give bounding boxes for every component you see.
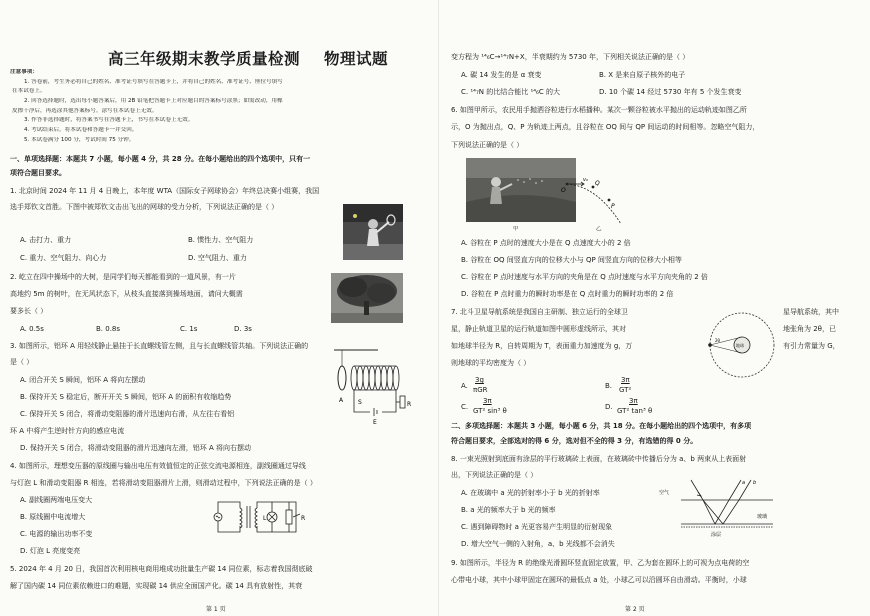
question-1-option: D. 空气阻力、重力 [188,254,247,262]
question-8-option: D. 增大空气一侧的入射角，a、b 光线都不会消失 [461,540,615,548]
question-8-text: 出，下列说法正确的是（ ） [451,471,538,479]
fraction-denominator: πGR [473,386,488,394]
projectile-trajectory-diagram [559,172,639,226]
transformer-circuit-diagram [210,494,310,540]
section-heading-multiple-choice: 二、多项选择题：本题共 3 小题，每小题 6 分，共 18 分。在每小题给出的四个选项中，有多项 [451,422,752,430]
question-7-option-label: B. [605,382,613,390]
question-6-option: B. 谷粒在 OQ 间竖直方向的位移大小与 QP 间竖直方向的位移大小相等 [461,256,682,264]
question-4-text: 与灯泡 L 和滑动变阻器 R 相连，若将滑动变阻器滑片上滑，则滑动过程中，下列说法正确的是（ ） [10,479,317,487]
question-2-text: 高地约 5m 的树叶，在无风状态下，从枝头直接落到操场地面，请问大概需 [10,290,243,298]
question-2-option: D. 3s [234,325,252,333]
question-5-option: D. 10 个碳 14 经过 5730 年有 5 个发生衰变 [599,88,742,96]
fraction-numerator: 3π [621,376,630,384]
question-7-option-label: A. [461,382,468,390]
label-glass: 玻璃 [757,514,768,520]
question-9-text: 心带电小球，其中小球甲固定在圆环的最低点 a 处，小球乙可以沿圆环自由滑动。平衡时，小球 [451,576,747,584]
label-earth: 地球 [736,343,744,348]
question-6-text: 6. 如图甲所示，农民用手抛洒谷粒进行水稻播种。某次一颗谷粒被水平抛出的运动轨迹如图乙所 [451,106,747,114]
question-4-text: 4. 如图所示，理想变压器的原线圈与输出电压有效值恒定的正弦交流电源相连，副线圈通过导线 [10,462,306,470]
question-4-option: B. 原线圈中电流增大 [20,513,86,521]
question-7-text: 7. 北斗卫星导航系统是我国自主研制、独立运行的全球卫 [451,308,628,316]
label-v0: v₀ [583,177,588,183]
page-number: 第 2 页 [625,606,645,613]
satellite-orbit-diagram [705,308,779,382]
question-5-text: 解了国内碳 14 同位素依赖进口的难题，实现碳 14 供应全面国产化。碳 14 具有放射性，其衰 [10,582,303,590]
question-1-text: 选手郑钦文首胜。下图中被郑钦文击出飞出的网球的受力分析，下列说法正确的是（ ） [10,203,279,211]
figure-caption-a: 甲 [513,226,519,232]
figure-caption-b: 乙 [596,226,602,232]
question-5-option: B. X 是来自原子核外的电子 [599,71,686,79]
exam-title: 高三年级期末教学质量检测 物理试题 [108,49,389,68]
fraction-denominator: GT² tan³ θ [617,407,653,415]
notice-line: 5. 本试卷满分 100 分，考试时间 75 分钟。 [24,137,135,143]
question-7-text: 地张角为 2θ，已 [783,325,836,333]
notice-line: 在本试卷上。 [12,88,46,94]
question-6-option: A. 谷粒在 P 点时的速度大小是在 Q 点速度大小的 2 倍 [461,239,631,247]
question-7-text: 星，静止轨道卫星的运行轨道如图中圆形虚线所示，其对 [451,325,626,333]
page-2 [438,0,870,616]
label-E: E [373,419,377,426]
question-2-text: 要多长（ ） [10,307,48,315]
question-4-option: A. 副线圈两端电压变大 [20,496,93,504]
label-a: a [742,480,746,486]
question-3-option: D. 保持开关 S 闭合，将滑动变阻器的滑片迅速向左滑，铝环 A 将向右摆动 [20,444,251,452]
label-angle: 2θ [715,338,720,343]
fraction-numerator: 3π [629,397,638,405]
label-air: 空气 [659,490,670,496]
page-number: 第 1 页 [206,606,226,613]
question-6-option: C. 谷粒在 P 点时速度与水平方向的夹角是在 Q 点时速度与水平方向夹角的 2 倍 [461,273,708,281]
question-5-option: A. 碳 14 发生的是 α 衰变 [461,71,542,79]
question-2-option: B. 0.8s [96,325,121,333]
glass-slab-refraction-diagram [657,474,775,540]
fraction-numerator: 3π [483,397,492,405]
solenoid-circuit-diagram [328,346,416,426]
label-R: R [407,401,412,408]
label-P: P [611,203,615,210]
label-R: R [301,515,306,522]
question-7-text: 有引力常量为 G， [783,342,840,350]
question-1-text: 1. 北京时间 2024 年 11 月 4 日晚上，本年度 WTA（国际女子网球协会）年终总决赛小组赛，我国 [10,187,320,195]
question-6-option: D. 谷粒在 P 点时重力的瞬时功率是在 Q 点时重力的瞬时功率的 2 倍 [461,290,674,298]
question-1-option: C. 重力、空气阻力、向心力 [20,254,107,262]
question-5-option: C. ¹⁴₇N 的比结合能比 ¹⁴₆C 的大 [461,88,560,96]
question-7-option-label: D. [605,403,613,411]
question-3-option: A. 闭合开关 S 瞬间，铝环 A 将向左摆动 [20,376,146,384]
fraction-denominator: GT² [619,386,632,394]
question-7-text: 星导航系统，其中 [783,308,839,316]
question-8-option: A. 在玻璃中 a 光的折射率小于 b 光的折射率 [461,489,600,497]
question-3-option: C. 保持开关 S 闭合，将滑动变阻器的滑片迅速向右滑，从左往右看铝 [20,410,235,418]
question-4-option: C. 电源的输出功率不变 [20,530,93,538]
label-Q: Q [595,180,600,187]
question-6-text: 示，O 为抛出点，Q、P 为轨迹上两点，且谷粒在 OQ 间与 QP 间运动的时间相等。忽略空气阻力， [451,123,760,131]
label-b: b [753,480,757,486]
label-L: L [263,515,267,522]
notice-line: 2. 回答选择题时，选出每小题答案后，用 2B 铅笔把答题卡上对应题目的答案标号涂黑；如需改动，用橡 [24,98,283,104]
label-A: A [339,397,344,404]
fraction-numerator: 3g [475,376,484,384]
question-2-option: C. 1s [180,325,198,333]
question-3-text: 3. 如图所示，铝环 A 用轻线静止悬挂于长直螺线管左侧，且与长直螺线管共轴。下列说法正确的 [10,342,309,350]
notice-line: 1. 答卷前，考生务必将自己的姓名、准考证号填写在答题卡上，并将自己的姓名、准考证号、座位号填写 [24,79,283,85]
fraction-denominator: GT² sin³ θ [473,407,507,415]
question-2-text: 2. 屹立在四中操场中的大树，是同学们每天都能看到的一道风景，有一片 [10,273,236,281]
label-coating: 涂层 [711,532,722,538]
question-7-option-label: C. [461,403,469,411]
question-1-option: B. 惯性力、空气阻力 [188,236,254,244]
section-heading-single-choice: 项符合题目要求。 [10,169,66,177]
question-8-text: 8. 一束光照射到底面有涂层的平行玻璃砖上表面，在玻璃砖中传播后分为 a、b 两束从上表面射 [451,455,747,463]
label-S: S [358,399,362,406]
question-9-text: 9. 如图所示，半径为 R 的绝缘光滑圆环竖直固定放置，甲、乙为套在圆环上的可视为点电荷的空 [451,559,750,567]
question-8-option: B. a 光的频率大于 b 光的频率 [461,506,556,514]
question-3-option: 环 A 中将产生逆时针方向的感应电流 [10,427,125,435]
question-3-text: 是（ ） [10,358,34,366]
question-2-option: A. 0.5s [20,325,44,333]
question-7-text: 如地球半径为 R，自转周期为 T，表面重力加速度为 g，万 [451,342,633,350]
label-O: O [561,187,566,194]
tennis-player-photo [343,204,403,260]
tree-photo [331,273,403,323]
question-5-text: 5. 2024 年 4 月 20 日，我国首次利用核电商用堆成功批量生产碳 14 同位素，标志着我国彻底破 [10,565,313,573]
question-5-text: 变方程为 ¹⁴₆C→¹⁴₇N+X，半衰期约为 5730 年，下列相关说法正确的是（ ） [451,53,690,61]
notice-heading: 注意事项： [10,69,38,75]
notice-line: 4. 考试结束后，将本试卷和答题卡一并交回。 [24,127,138,133]
question-1-option: A. 击打力、重力 [20,236,72,244]
section-heading-single-choice: 一、单项选择题：本题共 7 小题，每小题 4 分，共 28 分。在每小题给出的四个选项中，只有一 [10,155,311,163]
question-6-text: 下列说法正确的是（ ） [451,141,524,149]
question-8-option: C. 遇到障碍物时 a 光更容易产生明显的衍射现象 [461,523,613,531]
notice-line: 3. 作答非选择题时，将答案书写在答题卡上，书写在本试卷上无效。 [24,117,194,123]
notice-line: 皮擦干净后，再选涂其他答案标号。涂写在本试卷上无效。 [12,108,158,114]
section-heading-multiple-choice: 符合题目要求，全部选对的得 6 分，选对但不全的得 3 分，有选错的得 0 分。 [451,437,698,445]
question-7-text: 则地球的平均密度为（ ） [451,359,531,367]
question-3-option: B. 保持开关 S 稳定后，断开开关 S 瞬间，铝环 A 的面积有收缩趋势 [20,393,232,401]
question-4-option: D. 灯泡 L 亮度变亮 [20,547,81,555]
